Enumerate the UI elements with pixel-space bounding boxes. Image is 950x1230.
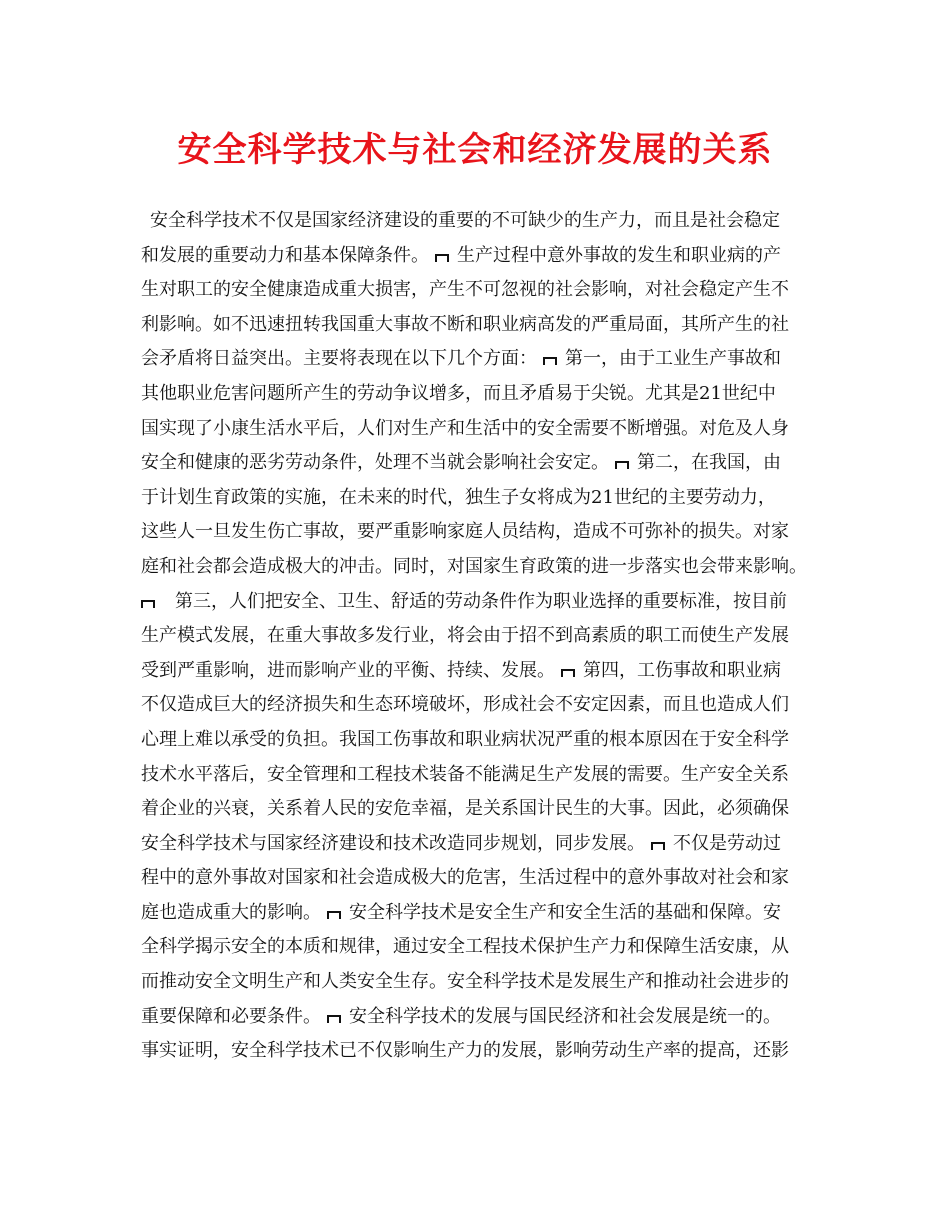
text-line	[141, 550, 819, 585]
line-text: 重要保障和必要条件。	[141, 1005, 321, 1027]
text-line	[141, 1000, 819, 1035]
text-line	[141, 412, 819, 447]
line-text: 技术水平落后，安全管理和工程技术装备不能满足生产发展的需要。生产安全关系	[141, 763, 789, 785]
document-body	[141, 204, 819, 1069]
line-text: 这些人一旦发生伤亡事故，要严重影响家庭人员结构，造成不可弥补的损失。对家	[141, 521, 789, 543]
text-line	[141, 585, 819, 620]
paragraph-mark-icon	[651, 842, 665, 850]
line-text: 会矛盾将日益突出。主要将表现在以下几个方面：	[141, 348, 537, 370]
line-text: 安全科学技术是安全生产和安全生活的基础和保障。安	[349, 901, 781, 923]
line-text: 庭和社会都会造成极大的冲击。同时，对国家生育政策的进一步落实也会带来影响。	[141, 555, 807, 577]
paragraph-mark-icon	[141, 600, 155, 608]
text-line	[141, 654, 819, 689]
text-line	[141, 308, 819, 343]
line-text: 不仅是劳动过	[673, 832, 781, 854]
text-line	[141, 758, 819, 793]
line-text: 不仅造成巨大的经济损失和生态环境破坏，形成社会不安定因素，而且也造成人们	[141, 694, 789, 716]
paragraph-mark-icon	[327, 911, 341, 919]
line-text: 第一，由于工业生产事故和	[565, 348, 781, 370]
text-line	[141, 688, 819, 723]
text-line	[141, 930, 819, 965]
line-text: 受到严重影响，进而影响产业的平衡、持续、发展。	[141, 659, 555, 681]
line-text: 生产模式发展，在重大事故多发行业，将会由于招不到高素质的职工而使生产发展	[141, 625, 789, 647]
line-text: 庭也造成重大的影响。	[141, 901, 321, 923]
text-line	[141, 239, 819, 274]
line-text: 安全科学技术的发展与国民经济和社会发展是统一的。	[349, 1005, 781, 1027]
text-line	[141, 896, 819, 931]
document-title: 安全科学技术与社会和经济发展的关系	[177, 130, 773, 170]
line-text: 着企业的兴衰，关系着人民的安危幸福，是关系国计民生的大事。因此，必须确保	[141, 798, 789, 820]
text-line	[141, 342, 819, 377]
line-text: 第四，工伤事故和职业病	[583, 659, 781, 681]
line-text: 生对职工的安全健康造成重大损害，产生不可忽视的社会影响，对社会稳定产生不	[141, 279, 789, 301]
text-line	[141, 619, 819, 654]
text-line	[141, 377, 819, 412]
text-line	[141, 861, 819, 896]
line-text: 安全科学技术不仅是国家经济建设的重要的不可缺少的生产力，而且是社会稳定	[150, 210, 780, 231]
line-text: 而推动安全文明生产和人类安全生存。安全科学技术是发展生产和推动社会进步的	[141, 971, 789, 993]
line-text: 第二，在我国，由	[637, 452, 781, 474]
line-text: 第三，人们把安全、卫生、舒适的劳动条件作为职业选择的重要标准，按目前	[175, 590, 787, 612]
text-line	[141, 446, 819, 481]
line-text: 程中的意外事故对国家和社会造成极大的危害，生活过程中的意外事故对社会和家	[141, 867, 789, 889]
text-line	[141, 723, 819, 758]
line-text: 全科学揭示安全的本质和规律，通过安全工程技术保护生产力和保障生活安康，从	[141, 936, 789, 958]
paragraph-mark-icon	[435, 254, 449, 262]
line-text: 其他职业危害问题所产生的劳动争议增多，而且矛盾易于尖锐。尤其是21世纪中	[141, 382, 776, 404]
text-line	[141, 965, 819, 1000]
paragraph-mark-icon	[543, 357, 557, 365]
text-line	[141, 204, 819, 239]
line-text: 和发展的重要动力和基本保障条件。	[141, 244, 429, 266]
line-text: 安全科学技术与国家经济建设和技术改造同步规划，同步发展。	[141, 832, 645, 854]
text-line	[141, 792, 819, 827]
line-text: 安全和健康的恶劣劳动条件，处理不当就会影响社会安定。	[141, 452, 609, 474]
line-text: 事实证明，安全科学技术已不仅影响生产力的发展，影响劳动生产率的提高，还影	[141, 1040, 789, 1062]
line-text: 利影响。如不迅速扭转我国重大事故不断和职业病高发的严重局面，其所产生的社	[141, 313, 789, 335]
text-line	[141, 481, 819, 516]
paragraph-mark-icon	[561, 669, 575, 677]
paragraph-mark-icon	[615, 461, 629, 469]
text-line	[141, 273, 819, 308]
text-line	[141, 827, 819, 862]
line-text: 生产过程中意外事故的发生和职业病的产	[457, 244, 781, 266]
line-text: 于计划生育政策的实施，在未来的时代，独生子女将成为21世纪的主要劳动力，	[141, 486, 776, 508]
line-text: 国实现了小康生活水平后，人们对生产和生活中的安全需要不断增强。对危及人身	[141, 417, 789, 439]
line-text: 心理上难以承受的负担。我国工伤事故和职业病状况严重的根本原因在于安全科学	[141, 728, 789, 750]
text-line	[141, 515, 819, 550]
text-line	[141, 1034, 819, 1069]
paragraph-mark-icon	[327, 1015, 341, 1023]
